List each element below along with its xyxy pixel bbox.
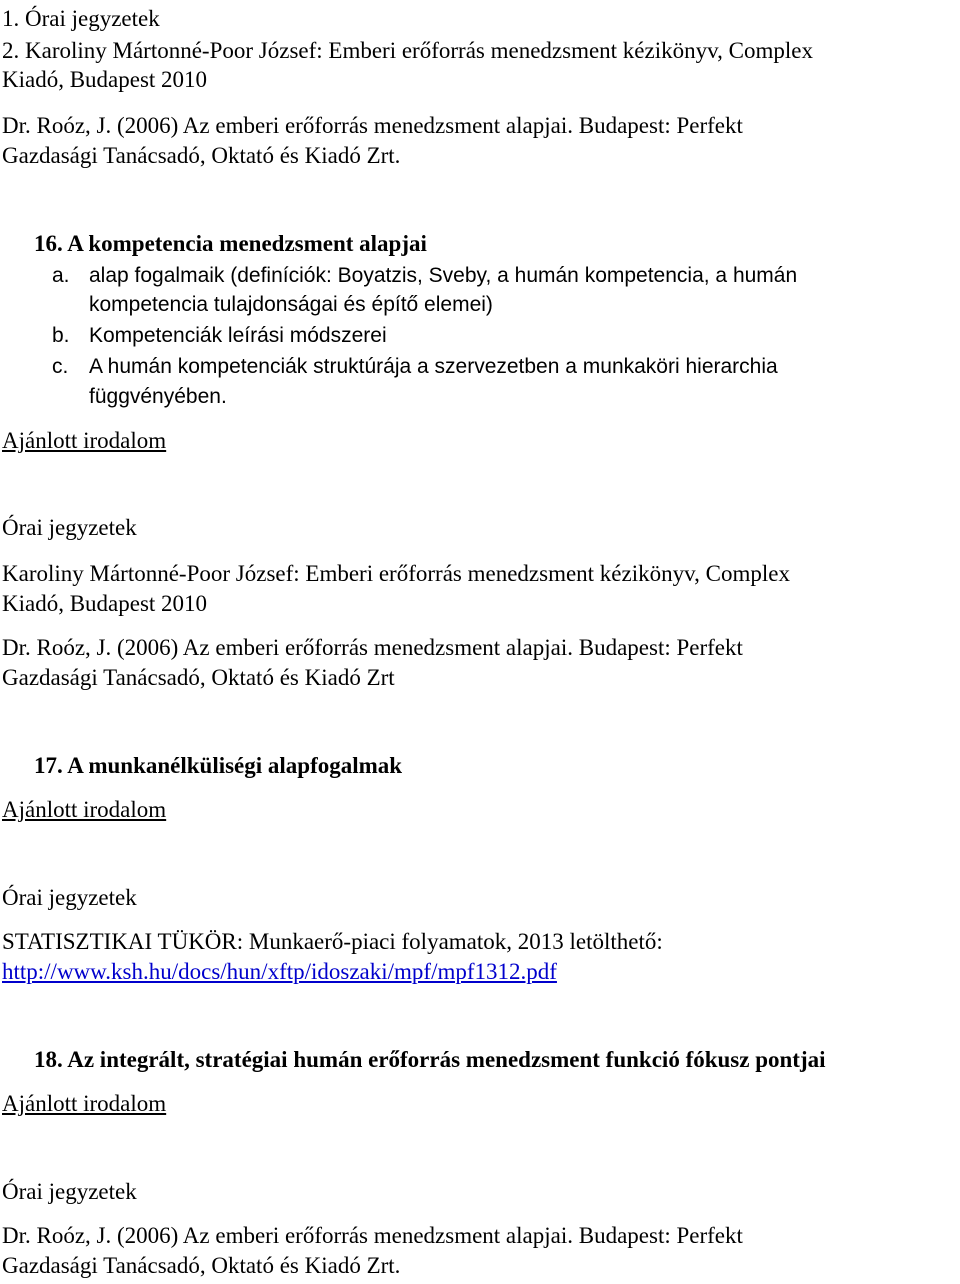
section-16-heading: 16. A kompetencia menedzsment alapjai (34, 231, 427, 256)
section-16-item-b-line1: Kompetenciák leírási módszerei (89, 324, 387, 347)
reference-rooz-line1: Dr. Roóz, J. (2006) Az emberi erőforrás menedzsment alapjai. Budapest: Perfekt (2, 113, 743, 138)
list-item-reference-line2: Kiadó, Budapest 2010 (2, 67, 208, 92)
list-item-notes: 1. Órai jegyzetek (2, 6, 160, 31)
section-17-reference-link[interactable]: http://www.ksh.hu/docs/hun/xftp/idoszaki/mpf/mpf1312.pdf (2, 959, 557, 984)
section-16-reference2-line2: Gazdasági Tanácsadó, Oktató és Kiadó Zrt (2, 665, 395, 690)
section-18-notes-label: Órai jegyzetek (2, 1179, 137, 1204)
section-17-recommended-reading: Ajánlott irodalom (2, 797, 167, 822)
section-16-item-b-marker: b. (52, 324, 70, 347)
reference-rooz-line2: Gazdasági Tanácsadó, Oktató és Kiadó Zrt. (2, 143, 401, 168)
section-17-reference-line1: STATISZTIKAI TÜKÖR: Munkaerő-piaci folyamatok, 2013 letölthető: (2, 929, 663, 954)
section-16-recommended-reading: Ajánlott irodalom (2, 428, 167, 453)
section-16-reference1-line2: Kiadó, Budapest 2010 (2, 591, 208, 616)
section-16-item-a-line2: kompetencia tulajdonságai és építő elemei) (89, 293, 493, 316)
section-18-reference-line2: Gazdasági Tanácsadó, Oktató és Kiadó Zrt. (2, 1253, 401, 1278)
list-item-reference-line1: 2. Karoliny Mártonné-Poor József: Emberi erőforrás menedzsment kézikönyv, Complex (2, 38, 813, 63)
section-18-recommended-reading: Ajánlott irodalom (2, 1091, 167, 1116)
section-16-notes-label: Órai jegyzetek (2, 515, 137, 540)
section-16-item-c-marker: c. (52, 355, 69, 378)
section-18-heading: 18. Az integrált, stratégiai humán erőforrás menedzsment funkció fókusz pontjai (34, 1047, 826, 1072)
section-16-item-a-line1: alap fogalmaik (definíciók: Boyatzis, Sveby, a humán kompetencia, a humán (89, 264, 798, 287)
section-16-item-c-line1: A humán kompetenciák struktúrája a szervezetben a munkaköri hierarchia (89, 355, 778, 378)
section-17-notes-label: Órai jegyzetek (2, 885, 137, 910)
section-16-item-a-marker: a. (52, 264, 70, 287)
section-16-item-c-line2: függvényében. (89, 385, 227, 408)
section-17-heading: 17. A munkanélküliségi alapfogalmak (34, 753, 403, 778)
section-16-reference1-line1: Karoliny Mártonné-Poor József: Emberi erőforrás menedzsment kézikönyv, Complex (2, 561, 790, 586)
section-18-reference-line1: Dr. Roóz, J. (2006) Az emberi erőforrás menedzsment alapjai. Budapest: Perfekt (2, 1223, 743, 1248)
section-16-reference2-line1: Dr. Roóz, J. (2006) Az emberi erőforrás menedzsment alapjai. Budapest: Perfekt (2, 635, 743, 660)
